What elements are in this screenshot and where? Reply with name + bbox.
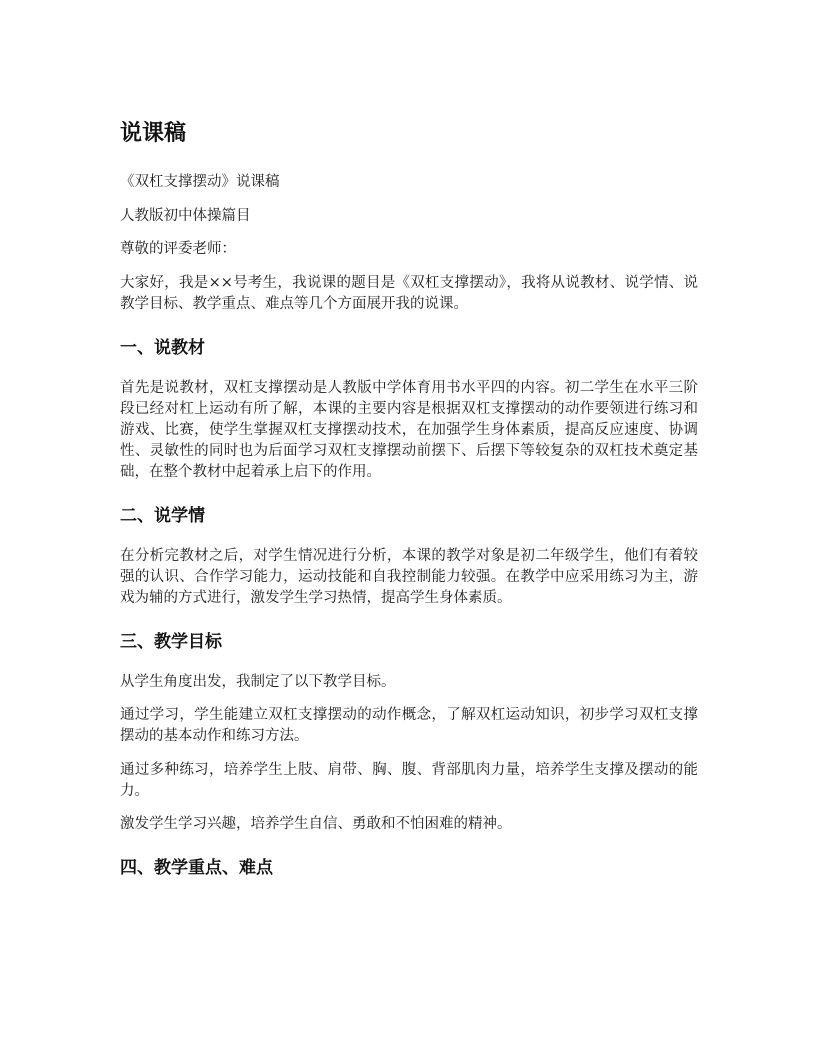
section-heading-key-points: 四、教学重点、难点: [120, 858, 273, 878]
textbook-line: 人教版初中体操篇目: [120, 207, 251, 224]
section-heading-students: 二、说学情: [120, 505, 205, 526]
section-paragraph: 通过学习，学生能建立双杠支撑摆动的动作概念，了解双杠运动知识，初步学习双杠支撑摆动的基本动作和练习方法。: [120, 707, 698, 744]
section-paragraph: 在分析完教材之后，对学生情况进行分析，本课的教学对象是初二年级学生，他们有着较强的认识、合作学习能力，运动技能和自我控制能力较强。在教学中应采用练习为主，游戏为辅的方式进行，激发学生学习热情，提高学生身体素质。: [120, 547, 698, 606]
lesson-title-line: 《双杠支撑摆动》说课稿: [120, 174, 280, 190]
greeting-line: 尊敬的评委老师：: [120, 241, 236, 257]
section-paragraph: 从学生角度出发，我制定了以下教学目标。: [120, 673, 396, 690]
document-title: 说课稿: [120, 121, 187, 146]
section-heading-textbook: 一、说教材: [120, 337, 205, 358]
opening-paragraph: 大家好，我是××号考生，我说课的题目是《双杠支撑摆动》，我将从说教材、说学情、说教学目标、教学重点、难点等几个方面展开我的说课。: [120, 274, 698, 312]
document-page: [120, 118, 698, 898]
section-heading-objectives: 三、教学目标: [120, 631, 222, 652]
section-paragraph: 首先是说教材，双杠支撑摆动是人教版中学体育用书水平四的内容。初二学生在水平三阶段已经对杠上运动有所了解，本课的主要内容是根据双杠支撑摆动的动作要领进行练习和游戏、比赛，使学生掌握双杠支撑摆动技术，在加强学生身体素质，提高反应速度、协调性、灵敏性的同时也为后面学习双杠支撑摆动前摆下、后摆下等较复杂的双杠技术奠定基础，在整个教材中起着承上启下的作用。: [120, 379, 698, 480]
section-paragraph: 通过多种练习，培养学生上肢、肩带、胸、腹、背部肌肉力量，培养学生支撑及摆动的能力。: [120, 761, 698, 799]
section-paragraph: 激发学生学习兴趣，培养学生自信、勇敢和不怕困难的精神。: [120, 816, 512, 832]
